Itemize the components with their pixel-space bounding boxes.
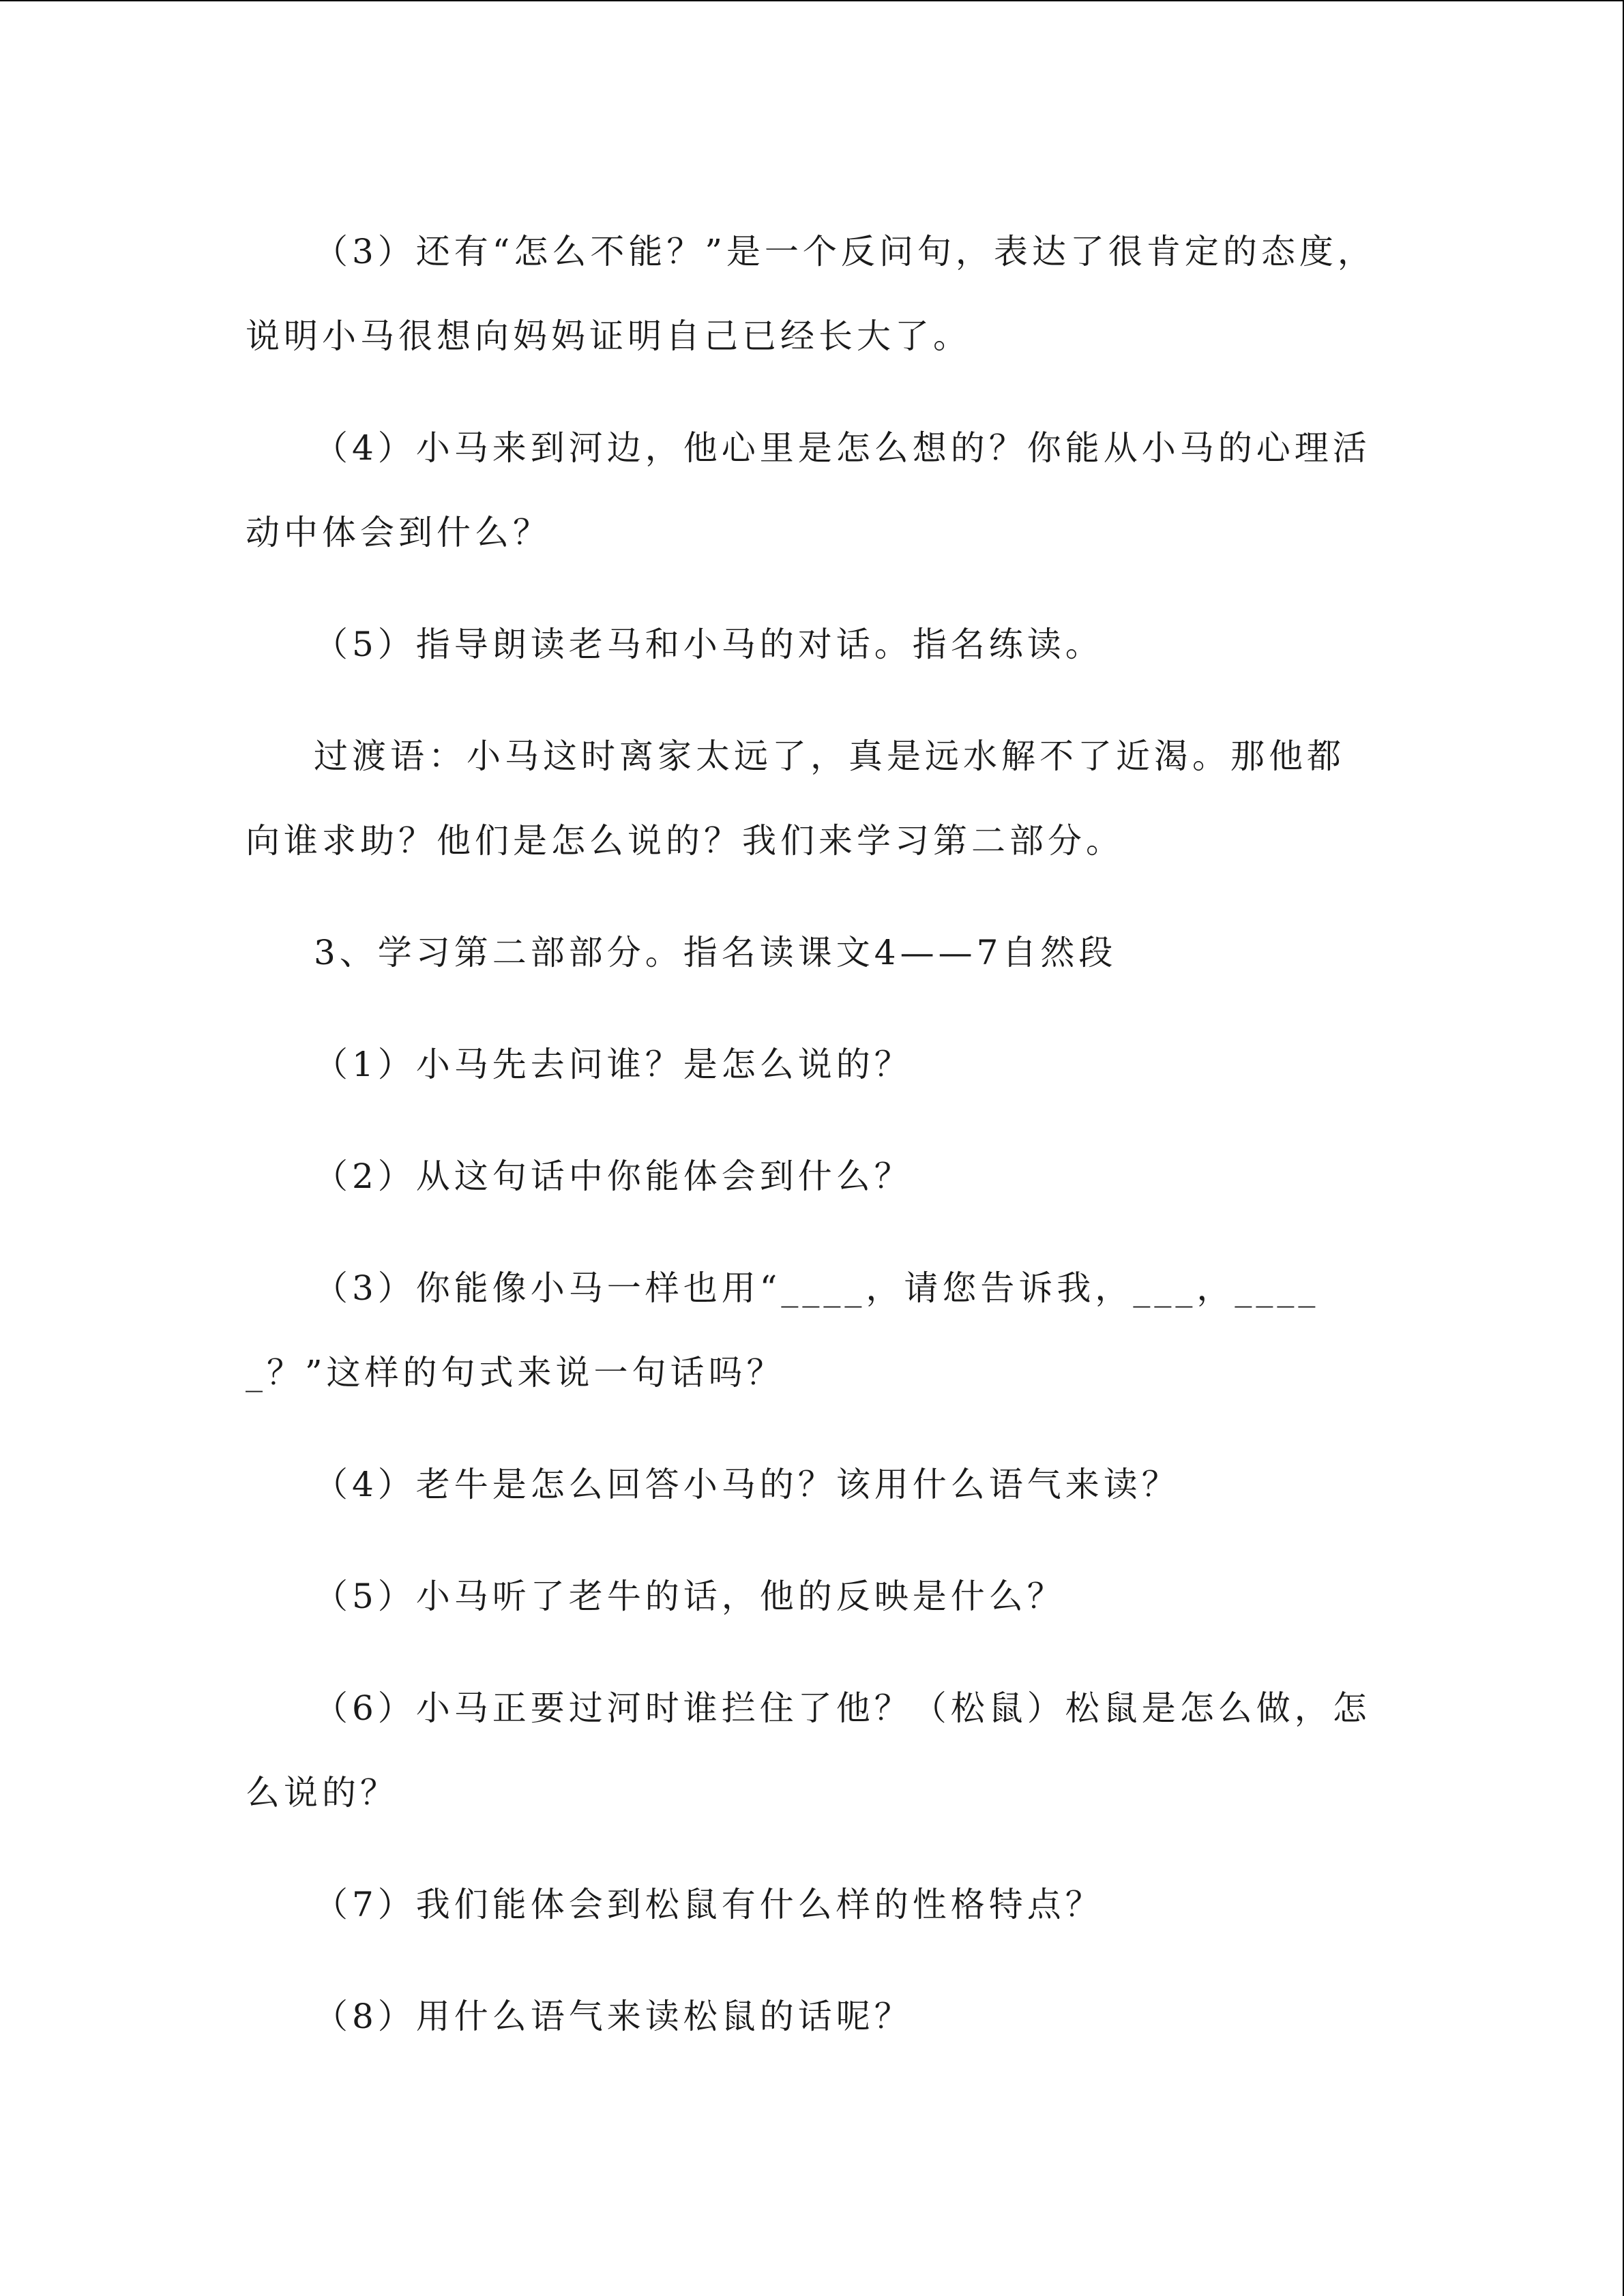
paragraph: （5）指导朗读老马和小马的对话。指名练读。 <box>314 625 1104 664</box>
document-body <box>246 209 1378 2086</box>
section-heading: 3、学习第二部部分。指名读课文4——7自然段 <box>314 933 1117 972</box>
paragraph: （6）小马正要过河时谁拦住了他？（松鼠）松鼠是怎么做，怎么说的？ <box>246 1688 1371 1813</box>
paragraph: （5）小马听了老牛的话，他的反映是什么？ <box>314 1577 1065 1616</box>
paragraph: （2）从这句话中你能体会到什么？ <box>314 1157 913 1196</box>
paragraph: （1）小马先去问谁？是怎么说的？ <box>314 1045 913 1084</box>
paragraph: （3）还有“怎么不能？”是一个反问句，表达了很肯定的态度，说明小马很想向妈妈证明自己已经长大了。 <box>246 232 1376 356</box>
paragraph: （4）老牛是怎么回答小马的？该用什么语气来读？ <box>314 1465 1180 1504</box>
paragraph: 过渡语：小马这时离家太远了，真是远水解不了近渴。那他都向谁求助？他们是怎么说的？我们来学习第二部分。 <box>246 736 1345 861</box>
paragraph: （4）小马来到河边，他心里是怎么想的？你能从小马的心理活动中体会到什么？ <box>246 428 1371 552</box>
paragraph: （7）我们能体会到松鼠有什么样的性格特点？ <box>314 1885 1104 1924</box>
paragraph: （8）用什么语气来读松鼠的话呢？ <box>314 1997 913 2036</box>
paragraph: （3）你能像小马一样也用“____，请您告诉我，___，_____？”这样的句式来说一句话吗？ <box>246 1268 1320 1392</box>
